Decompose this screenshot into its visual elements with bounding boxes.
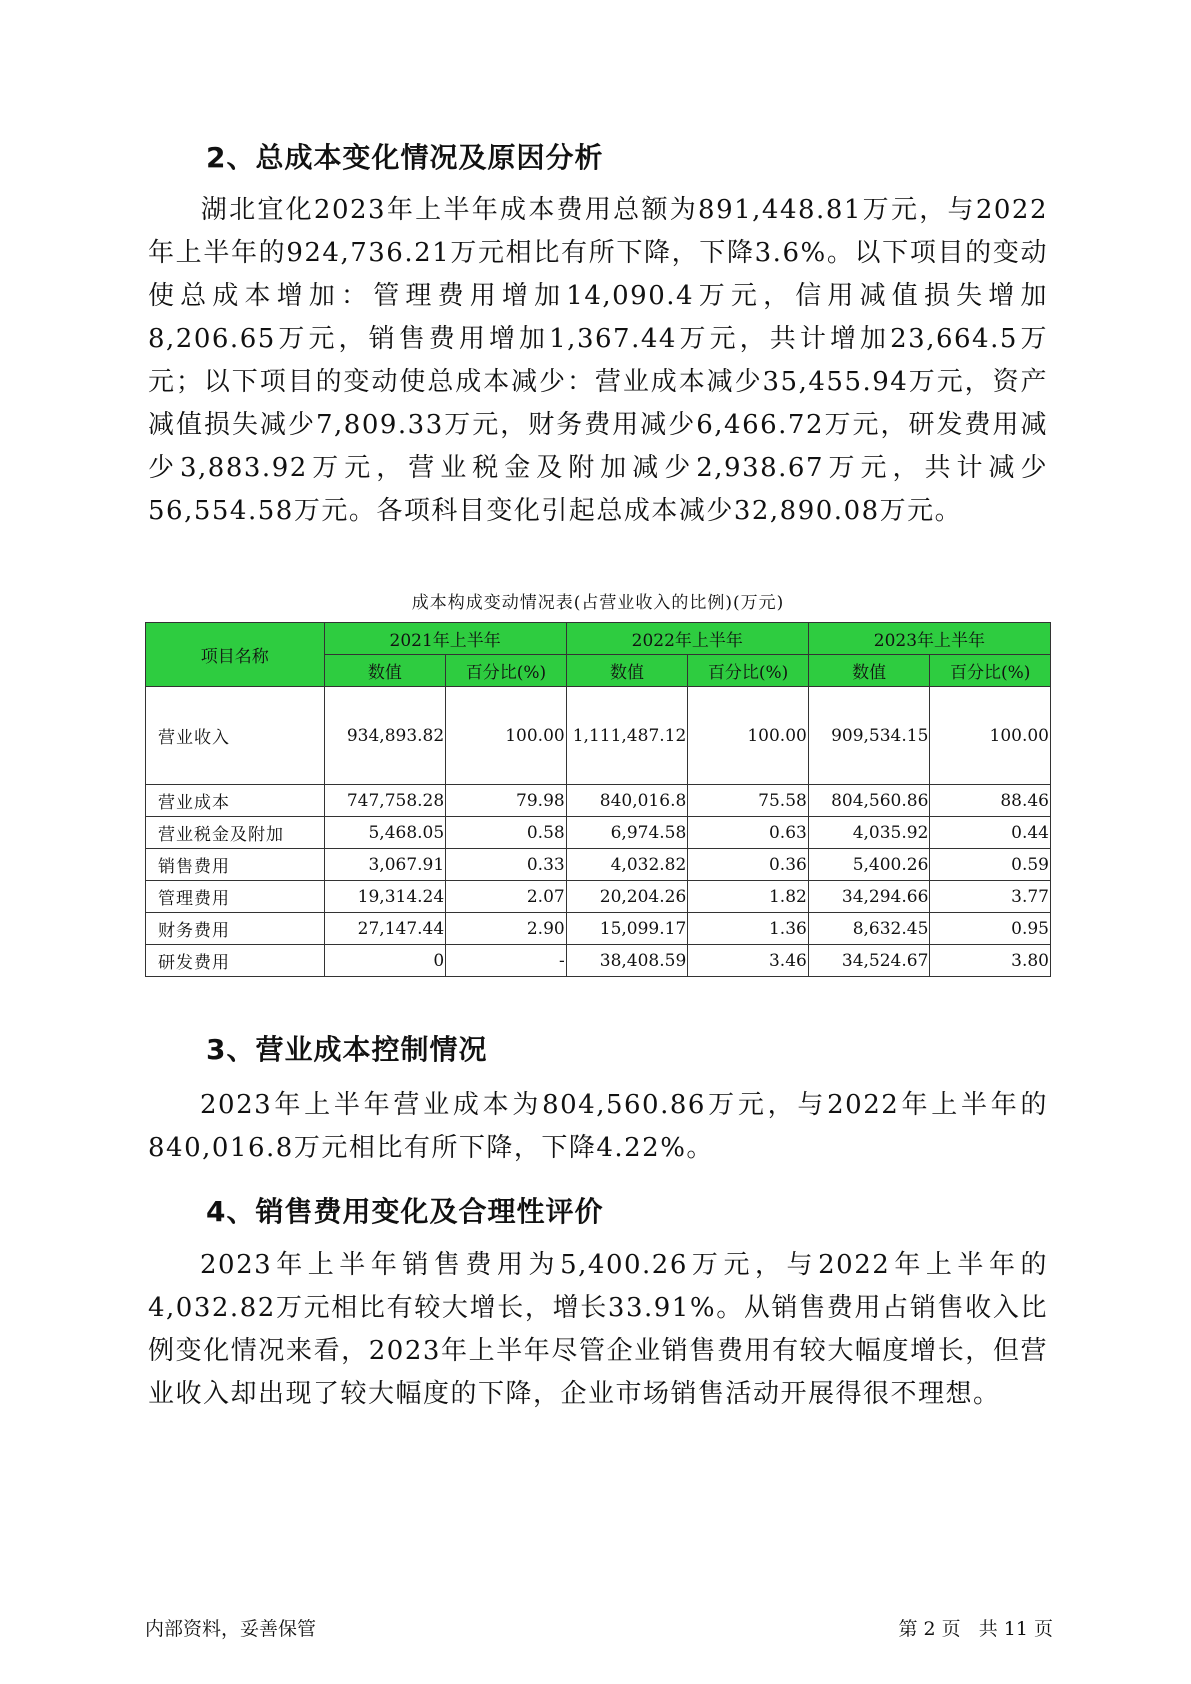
cell-value: 1,111,487.12 <box>566 687 688 785</box>
cell-value: 934,893.82 <box>324 687 446 785</box>
cell-percent: 2.07 <box>446 881 567 913</box>
cell-percent: 3.80 <box>930 945 1051 977</box>
cell-value: 34,294.66 <box>808 881 930 913</box>
cell-percent: - <box>446 945 567 977</box>
cell-value: 909,534.15 <box>808 687 930 785</box>
cell-percent: 3.46 <box>688 945 809 977</box>
cell-percent: 0.44 <box>930 817 1051 849</box>
footer-page-number: 第 2 页 共 11 页 <box>898 1618 1053 1640</box>
section-heading-sales-expense: 4、销售费用变化及合理性评价 <box>206 1195 604 1228</box>
cell-percent: 0.36 <box>688 849 809 881</box>
row-label: 财务费用 <box>146 913 325 945</box>
cell-percent: 0.58 <box>446 817 567 849</box>
cell-percent: 1.82 <box>688 881 809 913</box>
cell-percent: 100.00 <box>688 687 809 785</box>
table-row <box>146 849 1051 881</box>
row-label: 销售费用 <box>146 849 325 881</box>
table-row <box>146 817 1051 849</box>
table-row <box>146 785 1051 817</box>
footer-confidential-note: 内部资料，妥善保管 <box>145 1618 317 1640</box>
header-percent: 百分比(%) <box>930 655 1051 687</box>
cell-value: 0 <box>324 945 446 977</box>
cost-structure-table <box>145 622 1051 977</box>
row-label: 研发费用 <box>146 945 325 977</box>
cell-value: 5,400.26 <box>808 849 930 881</box>
cell-percent: 100.00 <box>930 687 1051 785</box>
header-value: 数值 <box>566 655 688 687</box>
cell-value: 38,408.59 <box>566 945 688 977</box>
cell-value: 4,032.82 <box>566 849 688 881</box>
cell-percent: 79.98 <box>446 785 567 817</box>
paragraph-total-cost <box>148 189 1048 533</box>
cell-percent: 1.36 <box>688 913 809 945</box>
table-row <box>146 687 1051 785</box>
table-caption: 成本构成变动情况表(占营业收入的比例)(万元) <box>411 593 785 613</box>
cell-percent: 0.95 <box>930 913 1051 945</box>
paragraph-operating-cost <box>148 1084 1048 1170</box>
cell-value: 20,204.26 <box>566 881 688 913</box>
cell-value: 34,524.67 <box>808 945 930 977</box>
paragraph-total-cost-text: 湖北宜化2023年上半年成本费用总额为891,448.81万元，与2022年上半年的924,736.21万元相比有所下降，下降3.6%。以下项目的变动使总成本增加：管理费用增加14,090.4万元，信用减值损失增加8,206.65万元，销售费用增加1,367.44万元，共计增加23,664.5万元；以下项目的变动使总成本减少：营业成本减少35,455.94万元，资产减值损失减少7,809.33万元，财务费用减少6,466.72万元，研发费用减少3,883.92万元，营业税金及附加减少2,938.67万元，共计减少56,554.58万元。各项科目变化引起总成本减少32,890.08万元。 <box>148 195 1048 526</box>
cell-percent: 3.77 <box>930 881 1051 913</box>
cell-percent: 100.00 <box>446 687 567 785</box>
cell-percent: 88.46 <box>930 785 1051 817</box>
cell-percent: 0.59 <box>930 849 1051 881</box>
section-heading-operating-cost: 3、营业成本控制情况 <box>206 1033 488 1066</box>
header-value: 数值 <box>324 655 446 687</box>
row-label: 管理费用 <box>146 881 325 913</box>
cell-percent: 75.58 <box>688 785 809 817</box>
paragraph-operating-cost-text: 2023年上半年营业成本为804,560.86万元，与2022年上半年的840,016.8万元相比有所下降，下降4.22%。 <box>148 1090 1048 1163</box>
paragraph-sales-expense <box>148 1244 1048 1416</box>
cell-value: 5,468.05 <box>324 817 446 849</box>
header-year-2021: 2021年上半年 <box>324 623 566 655</box>
header-value: 数值 <box>808 655 930 687</box>
cell-percent: 0.33 <box>446 849 567 881</box>
row-label: 营业税金及附加 <box>146 817 325 849</box>
cell-value: 15,099.17 <box>566 913 688 945</box>
cell-value: 804,560.86 <box>808 785 930 817</box>
cell-value: 3,067.91 <box>324 849 446 881</box>
cell-value: 6,974.58 <box>566 817 688 849</box>
header-item-name: 项目名称 <box>146 623 325 687</box>
section-heading-total-cost: 2、总成本变化情况及原因分析 <box>206 141 604 174</box>
cell-value: 27,147.44 <box>324 913 446 945</box>
cell-value: 8,632.45 <box>808 913 930 945</box>
table-row <box>146 913 1051 945</box>
cell-percent: 2.90 <box>446 913 567 945</box>
cell-value: 747,758.28 <box>324 785 446 817</box>
header-percent: 百分比(%) <box>446 655 567 687</box>
row-label: 营业成本 <box>146 785 325 817</box>
cell-value: 4,035.92 <box>808 817 930 849</box>
table-row <box>146 881 1051 913</box>
header-year-2022: 2022年上半年 <box>566 623 808 655</box>
cell-percent: 0.63 <box>688 817 809 849</box>
cell-value: 840,016.8 <box>566 785 688 817</box>
header-year-2023: 2023年上半年 <box>808 623 1050 655</box>
header-percent: 百分比(%) <box>688 655 809 687</box>
cell-value: 19,314.24 <box>324 881 446 913</box>
row-label: 营业收入 <box>146 687 325 785</box>
paragraph-sales-expense-text: 2023年上半年销售费用为5,400.26万元，与2022年上半年的4,032.82万元相比有较大增长，增长33.91%。从销售费用占销售收入比例变化情况来看，2023年上半年尽管企业销售费用有较大幅度增长，但营业收入却出现了较大幅度的下降，企业市场销售活动开展得很不理想。 <box>148 1250 1048 1409</box>
table-row <box>146 945 1051 977</box>
